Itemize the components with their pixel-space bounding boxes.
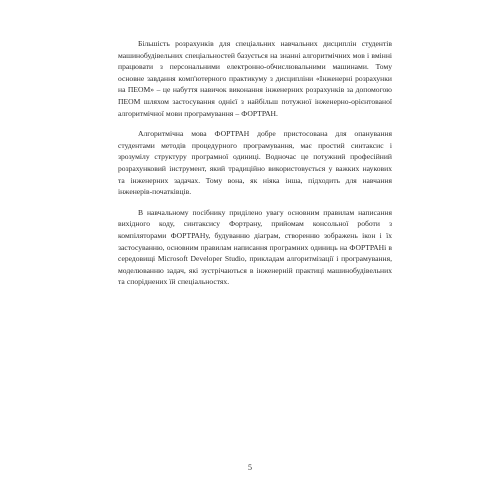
paragraph-1: Більшість розрахунків для спеціальних навчальних дисциплін студентів машинобудівельних спеціальностей базується на знанні алгоритмічних мов і вмінні працювати з персональними електронно-обчислювальними машинами. Тому основне завдання комп'ютерного практикуму з дисципліни «Інженерні розрахунки на ПЕОМ» – це набуття навичок виконання інженерних розрахунків за допомогою ПЕОМ шляхом застосування однієї з найбільш потужної інженерно-орієнтованої алгоритмічної мови програмування – ФОРТРАН. [118,39,392,118]
paragraph-3: В навчальному посібнику приділено увагу основним правилам написання вихідного коду, синтаксису Фортрану, прийомам консольної роботи з компіляторами ФОРТРАНу, будуванню діаграм, створенню зображень ікон і їх застосуванню, основним правилам написання програмних одиниць на ФОРТРАНі в середовищі Microsoft Developer Studio, прикладам алгоритмізації і програмування, моделюванню задач, які зустрічаються в інженерній практиці машинобудівельних та споріднених їй спеціальностях. [118,207,392,287]
body-text [118,38,392,297]
paragraph-2: Алгоритмічна мова ФОРТРАН добре пристосована для опанування студентами методів процедурного програмування, має простий синтаксис і зрозумілу структуру програмної одиниці. Водночас це потужний професійний розрахунковий інструмент, який традиційно використовується у важких наукових та інженерних задачах. Тому вона, як ніяка інша, підходить для навчання інженерів-початківців. [118,129,392,197]
page-number: 5 [248,463,252,472]
